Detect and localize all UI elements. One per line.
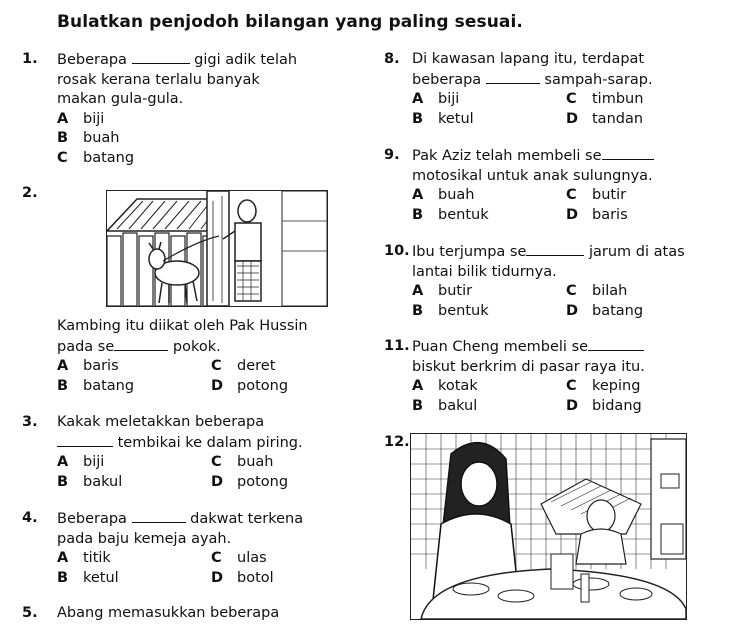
question-2-options xyxy=(57,357,357,396)
option-text: ulas xyxy=(237,550,267,566)
answer-blank xyxy=(132,509,186,523)
question-10-text: jarum di atas xyxy=(588,244,685,260)
question-1-text: rosak kerana terlalu banyak xyxy=(57,71,260,88)
option-letter: C xyxy=(211,550,222,566)
question-8-text: Di kawasan lapang itu, terdapat xyxy=(412,51,645,67)
option-letter: D xyxy=(211,377,224,394)
option-text: baris xyxy=(83,358,119,374)
question-5 xyxy=(57,604,279,624)
option-letter: B xyxy=(57,130,69,146)
question-1-text: makan gula-gula. xyxy=(57,91,184,107)
option-text: bentuk xyxy=(438,302,489,319)
option-letter: B xyxy=(57,569,69,586)
option-text: bakul xyxy=(83,473,123,490)
option-letter: D xyxy=(566,397,579,414)
answer-blank xyxy=(57,433,113,447)
option-text: batang xyxy=(83,377,135,394)
option-text: bilah xyxy=(592,283,628,299)
question-2-text: pada se xyxy=(57,338,115,355)
question-9 xyxy=(412,146,712,225)
question-1 xyxy=(57,50,297,168)
option-letter: B xyxy=(412,302,424,319)
option-text: batang xyxy=(592,302,644,319)
option-text: biji xyxy=(83,110,105,127)
option-text: bidang xyxy=(592,397,642,414)
option-text: baris xyxy=(592,206,628,223)
option-letter: A xyxy=(57,454,69,470)
question-8-number: 8. xyxy=(384,51,400,67)
question-11 xyxy=(412,337,712,416)
question-4 xyxy=(57,509,357,588)
option-letter: B xyxy=(57,377,69,394)
option-letter: B xyxy=(412,110,424,127)
question-4-text: Beberapa xyxy=(57,511,127,527)
question-1-options xyxy=(57,110,297,169)
question-4-number: 4. xyxy=(22,510,38,526)
option-letter: A xyxy=(57,550,69,566)
option-text: timbun xyxy=(592,91,644,107)
question-11-text: Puan Cheng membeli se xyxy=(412,339,589,355)
goat-illustration-drawing xyxy=(107,191,327,306)
option-letter: C xyxy=(566,378,577,394)
option-letter: C xyxy=(566,283,577,299)
option-text: buah xyxy=(83,130,120,146)
option-text: tandan xyxy=(592,110,644,127)
question-4-text: pada baju kemeja ayah. xyxy=(57,530,232,547)
option-letter: A xyxy=(57,110,69,127)
option-text: ketul xyxy=(83,569,119,586)
option-text: butir xyxy=(592,187,627,203)
question-10-text: Ibu terjumpa se xyxy=(412,244,527,260)
question-2-text: pokok. xyxy=(172,338,221,355)
question-9-text: Pak Aziz telah membeli se xyxy=(412,148,602,164)
option-letter: D xyxy=(211,569,224,586)
question-3-number: 3. xyxy=(22,414,38,430)
question-8-text: beberapa xyxy=(412,71,482,88)
option-text: deret xyxy=(237,358,276,374)
option-text: bentuk xyxy=(438,206,489,223)
question-8 xyxy=(412,50,712,129)
option-text: potong xyxy=(237,377,289,394)
option-letter: C xyxy=(566,187,577,203)
option-text: bakul xyxy=(438,397,478,414)
option-text: butir xyxy=(438,283,473,299)
option-letter: D xyxy=(566,302,579,319)
option-letter: D xyxy=(566,110,579,127)
option-letter: B xyxy=(412,397,424,414)
option-letter: B xyxy=(57,473,69,490)
option-text: ketul xyxy=(438,110,474,127)
option-text: kotak xyxy=(438,378,478,394)
option-letter: A xyxy=(57,358,69,374)
option-letter: B xyxy=(412,206,424,223)
question-2-text: Kambing itu diikat oleh Pak Hussin xyxy=(57,318,308,334)
answer-blank xyxy=(602,146,654,160)
question-2-number: 2. xyxy=(22,185,38,201)
answer-blank xyxy=(114,337,168,351)
answer-blank xyxy=(526,242,584,256)
option-text: keping xyxy=(592,378,641,394)
option-text: buah xyxy=(438,187,475,203)
question-3 xyxy=(57,413,357,492)
question-5-number: 5. xyxy=(22,605,38,621)
question-3-text: Kakak meletakkan beberapa xyxy=(57,414,265,430)
question-5-text: Abang memasukkan beberapa xyxy=(57,605,280,621)
option-text: biji xyxy=(438,91,460,107)
question-10 xyxy=(412,242,712,321)
question-3-text: tembikai ke dalam piring. xyxy=(117,434,303,451)
option-letter: D xyxy=(566,206,579,223)
kitchen-illustration-drawing xyxy=(411,434,686,619)
option-letter: A xyxy=(412,91,424,107)
option-letter: A xyxy=(412,283,424,299)
option-letter: C xyxy=(566,91,577,107)
option-text: buah xyxy=(237,454,274,470)
option-letter: C xyxy=(211,454,222,470)
question-1-number: 1. xyxy=(22,51,38,67)
option-text: titik xyxy=(83,550,111,566)
option-letter: C xyxy=(57,149,68,166)
question-1-text: gigi adik telah xyxy=(194,52,298,68)
option-text: batang xyxy=(83,149,135,166)
worksheet-title: Bulatkan penjodoh bilangan yang paling sesuai. xyxy=(57,12,523,32)
question-11-number: 11. xyxy=(384,338,410,354)
question-10-options xyxy=(412,282,712,321)
answer-blank xyxy=(132,50,190,64)
option-letter: A xyxy=(412,187,424,203)
question-8-options xyxy=(412,90,712,129)
question-1-text: Beberapa xyxy=(57,52,127,68)
kitchen-scene-illustration xyxy=(410,433,687,620)
question-12-number: 12. xyxy=(384,434,410,450)
question-10-text: lantai bilik tidurnya. xyxy=(412,263,557,280)
option-letter: C xyxy=(211,358,222,374)
question-9-options xyxy=(412,186,712,225)
question-3-options xyxy=(57,453,357,492)
option-text: biji xyxy=(83,454,105,470)
answer-blank xyxy=(486,70,540,84)
option-text: botol xyxy=(237,569,274,586)
question-9-number: 9. xyxy=(384,147,400,163)
question-2 xyxy=(57,317,357,396)
option-letter: D xyxy=(211,473,224,490)
option-text: potong xyxy=(237,473,289,490)
question-4-options xyxy=(57,549,357,588)
answer-blank xyxy=(588,337,644,351)
goat-tied-to-tree-illustration xyxy=(106,190,328,307)
question-4-text: dakwat terkena xyxy=(190,511,304,527)
question-10-number: 10. xyxy=(384,243,410,259)
question-8-text: sampah-sarap. xyxy=(544,71,653,88)
question-11-text: biskut berkrim di pasar raya itu. xyxy=(412,358,645,375)
question-9-text: motosikal untuk anak sulungnya. xyxy=(412,167,653,184)
option-letter: A xyxy=(412,378,424,394)
question-11-options xyxy=(412,377,712,416)
